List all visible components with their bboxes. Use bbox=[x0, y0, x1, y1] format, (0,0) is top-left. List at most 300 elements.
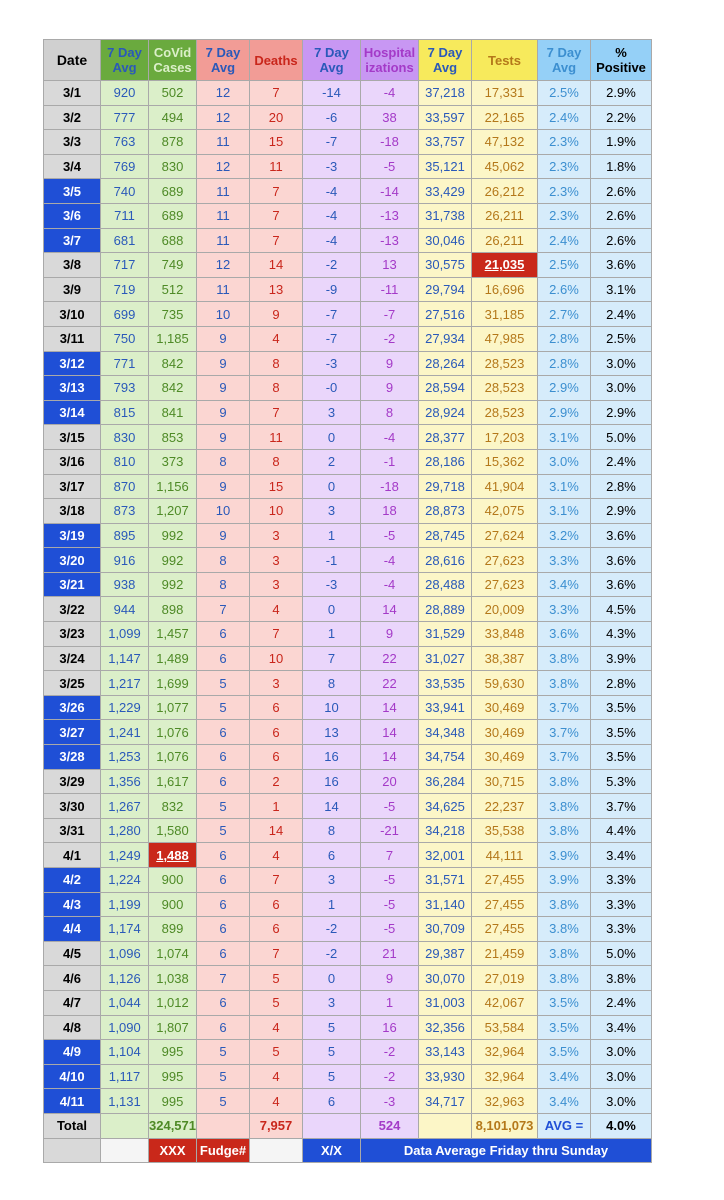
cell-cases-7day-avg: 717 bbox=[101, 253, 149, 278]
cell-date: 3/22 bbox=[44, 597, 101, 622]
cell-cases-7day-avg: 1,267 bbox=[101, 794, 149, 819]
cell-hospitalizations: 18 bbox=[361, 499, 419, 524]
cell-covid-cases: 1,038 bbox=[149, 966, 197, 991]
cell-covid-cases: 830 bbox=[149, 154, 197, 179]
cell-hospitalizations: 22 bbox=[361, 671, 419, 696]
cell-tests-7day-avg: 29,794 bbox=[419, 277, 472, 302]
cell-date: 3/21 bbox=[44, 572, 101, 597]
cell-deaths: 5 bbox=[250, 990, 303, 1015]
cell-tests-7day-avg: 32,001 bbox=[419, 843, 472, 868]
cell-covid-cases: 1,076 bbox=[149, 720, 197, 745]
cell-deaths: 15 bbox=[250, 474, 303, 499]
total-label: Total bbox=[44, 1113, 101, 1138]
covid-data-table bbox=[43, 39, 652, 1163]
cell-deaths-7day-avg: 10 bbox=[197, 302, 250, 327]
cell-tests: 47,985 bbox=[472, 326, 538, 351]
cell-positive-7day-avg: 3.9% bbox=[538, 843, 591, 868]
cell-positive-7day-avg: 3.8% bbox=[538, 646, 591, 671]
cell-tests-7day-avg: 32,356 bbox=[419, 1015, 472, 1040]
cell-tests-7day-avg: 28,594 bbox=[419, 376, 472, 401]
cell-cases-7day-avg: 681 bbox=[101, 228, 149, 253]
table-row bbox=[44, 203, 652, 228]
cell-tests-7day-avg: 36,284 bbox=[419, 769, 472, 794]
cell-deaths: 3 bbox=[250, 523, 303, 548]
cell-deaths-7day-avg: 8 bbox=[197, 449, 250, 474]
table-row bbox=[44, 843, 652, 868]
cell-tests: 20,009 bbox=[472, 597, 538, 622]
cell-hospitalizations: -13 bbox=[361, 203, 419, 228]
cell-cases-7day-avg: 1,104 bbox=[101, 1040, 149, 1065]
cell-covid-cases: 749 bbox=[149, 253, 197, 278]
cell-hospitalizations: -5 bbox=[361, 154, 419, 179]
cell-deaths: 8 bbox=[250, 351, 303, 376]
cell-deaths-7day-avg: 5 bbox=[197, 794, 250, 819]
cell-hospitalizations: -21 bbox=[361, 818, 419, 843]
cell-deaths: 3 bbox=[250, 548, 303, 573]
cell-hospitalizations: -7 bbox=[361, 302, 419, 327]
cell-hospitalizations: 1 bbox=[361, 990, 419, 1015]
total-hospitalizations: 524 bbox=[361, 1113, 419, 1138]
cell-positive-7day-avg: 3.4% bbox=[538, 1089, 591, 1114]
cell-date: 3/23 bbox=[44, 622, 101, 647]
cell-tests-7day-avg: 31,027 bbox=[419, 646, 472, 671]
cell-deaths: 4 bbox=[250, 326, 303, 351]
cell-covid-cases: 1,699 bbox=[149, 671, 197, 696]
cell-tests: 31,185 bbox=[472, 302, 538, 327]
cell-pct-positive: 2.4% bbox=[591, 302, 652, 327]
total-blank bbox=[419, 1113, 472, 1138]
cell-covid-cases: 689 bbox=[149, 179, 197, 204]
cell-positive-7day-avg: 2.3% bbox=[538, 203, 591, 228]
cell-deaths: 7 bbox=[250, 400, 303, 425]
cell-hosp-7day-avg: 3 bbox=[303, 400, 361, 425]
cell-pct-positive: 5.0% bbox=[591, 425, 652, 450]
header-covid-cases-line2: Cases bbox=[153, 60, 192, 75]
cell-tests-7day-avg: 28,186 bbox=[419, 449, 472, 474]
cell-cases-7day-avg: 793 bbox=[101, 376, 149, 401]
cell-cases-7day-avg: 1,249 bbox=[101, 843, 149, 868]
cell-hosp-7day-avg: -2 bbox=[303, 941, 361, 966]
cell-positive-7day-avg: 3.7% bbox=[538, 695, 591, 720]
cell-deaths-7day-avg: 11 bbox=[197, 277, 250, 302]
cell-cases-7day-avg: 740 bbox=[101, 179, 149, 204]
cell-date: 3/3 bbox=[44, 130, 101, 155]
cell-hosp-7day-avg: 13 bbox=[303, 720, 361, 745]
cell-covid-cases: 900 bbox=[149, 892, 197, 917]
cell-hospitalizations: 20 bbox=[361, 769, 419, 794]
cell-tests: 22,165 bbox=[472, 105, 538, 130]
cell-covid-cases: 842 bbox=[149, 376, 197, 401]
header-deaths-7day-avg bbox=[197, 40, 250, 81]
cell-cases-7day-avg: 699 bbox=[101, 302, 149, 327]
cell-covid-cases: 1,488 bbox=[149, 843, 197, 868]
cell-deaths: 7 bbox=[250, 228, 303, 253]
cell-hospitalizations: -4 bbox=[361, 425, 419, 450]
cell-pct-positive: 3.0% bbox=[591, 351, 652, 376]
cell-cases-7day-avg: 763 bbox=[101, 130, 149, 155]
table-row bbox=[44, 326, 652, 351]
cell-date: 3/5 bbox=[44, 179, 101, 204]
cell-tests: 32,964 bbox=[472, 1064, 538, 1089]
cell-positive-7day-avg: 2.9% bbox=[538, 400, 591, 425]
cell-tests: 26,212 bbox=[472, 179, 538, 204]
cell-covid-cases: 992 bbox=[149, 523, 197, 548]
cell-date: 3/31 bbox=[44, 818, 101, 843]
cell-tests-7day-avg: 28,889 bbox=[419, 597, 472, 622]
legend-row bbox=[44, 1138, 652, 1163]
cell-covid-cases: 995 bbox=[149, 1040, 197, 1065]
cell-deaths-7day-avg: 12 bbox=[197, 81, 250, 106]
cell-hospitalizations: 38 bbox=[361, 105, 419, 130]
cell-hosp-7day-avg: -14 bbox=[303, 81, 361, 106]
cell-deaths-7day-avg: 6 bbox=[197, 892, 250, 917]
cell-hosp-7day-avg: -0 bbox=[303, 376, 361, 401]
cell-pct-positive: 3.0% bbox=[591, 376, 652, 401]
cell-tests-7day-avg: 31,529 bbox=[419, 622, 472, 647]
cell-positive-7day-avg: 2.8% bbox=[538, 351, 591, 376]
cell-hosp-7day-avg: -7 bbox=[303, 302, 361, 327]
cell-tests-7day-avg: 33,757 bbox=[419, 130, 472, 155]
cell-tests: 38,387 bbox=[472, 646, 538, 671]
cell-hospitalizations: -3 bbox=[361, 1089, 419, 1114]
cell-pct-positive: 3.3% bbox=[591, 868, 652, 893]
table-row bbox=[44, 572, 652, 597]
cell-covid-cases: 373 bbox=[149, 449, 197, 474]
cell-deaths-7day-avg: 12 bbox=[197, 154, 250, 179]
cell-covid-cases: 1,012 bbox=[149, 990, 197, 1015]
table-row bbox=[44, 818, 652, 843]
cell-tests-7day-avg: 28,745 bbox=[419, 523, 472, 548]
cell-date: 3/24 bbox=[44, 646, 101, 671]
cell-tests-7day-avg: 37,218 bbox=[419, 81, 472, 106]
cell-pct-positive: 2.8% bbox=[591, 671, 652, 696]
cell-covid-cases: 1,207 bbox=[149, 499, 197, 524]
cell-covid-cases: 842 bbox=[149, 351, 197, 376]
cell-pct-positive: 2.5% bbox=[591, 326, 652, 351]
cell-covid-cases: 512 bbox=[149, 277, 197, 302]
cell-date: 3/28 bbox=[44, 745, 101, 770]
cell-deaths: 8 bbox=[250, 376, 303, 401]
cell-pct-positive: 3.9% bbox=[591, 646, 652, 671]
cell-positive-7day-avg: 3.8% bbox=[538, 769, 591, 794]
table-row bbox=[44, 646, 652, 671]
cell-pct-positive: 3.0% bbox=[591, 1040, 652, 1065]
cell-positive-7day-avg: 3.8% bbox=[538, 941, 591, 966]
cell-date: 4/7 bbox=[44, 990, 101, 1015]
cell-deaths-7day-avg: 6 bbox=[197, 941, 250, 966]
cell-date: 4/2 bbox=[44, 868, 101, 893]
table-row bbox=[44, 695, 652, 720]
cell-positive-7day-avg: 2.7% bbox=[538, 302, 591, 327]
cell-date: 4/8 bbox=[44, 1015, 101, 1040]
total-blank bbox=[197, 1113, 250, 1138]
cell-tests-7day-avg: 28,377 bbox=[419, 425, 472, 450]
cell-hosp-7day-avg: -7 bbox=[303, 326, 361, 351]
cell-cases-7day-avg: 1,241 bbox=[101, 720, 149, 745]
cell-tests: 26,211 bbox=[472, 203, 538, 228]
cell-date: 4/1 bbox=[44, 843, 101, 868]
legend-blank bbox=[101, 1138, 149, 1163]
cell-tests-7day-avg: 28,264 bbox=[419, 351, 472, 376]
cell-covid-cases: 992 bbox=[149, 572, 197, 597]
cell-tests: 17,203 bbox=[472, 425, 538, 450]
cell-tests: 22,237 bbox=[472, 794, 538, 819]
cell-positive-7day-avg: 3.3% bbox=[538, 548, 591, 573]
cell-deaths-7day-avg: 8 bbox=[197, 572, 250, 597]
cell-cases-7day-avg: 944 bbox=[101, 597, 149, 622]
cell-positive-7day-avg: 3.7% bbox=[538, 720, 591, 745]
cell-tests: 30,469 bbox=[472, 695, 538, 720]
cell-hosp-7day-avg: 1 bbox=[303, 892, 361, 917]
cell-positive-7day-avg: 2.3% bbox=[538, 179, 591, 204]
cell-covid-cases: 502 bbox=[149, 81, 197, 106]
table-row bbox=[44, 892, 652, 917]
cell-positive-7day-avg: 2.8% bbox=[538, 326, 591, 351]
cell-covid-cases: 1,156 bbox=[149, 474, 197, 499]
cell-hospitalizations: -4 bbox=[361, 81, 419, 106]
cell-date: 3/4 bbox=[44, 154, 101, 179]
header-tests bbox=[472, 40, 538, 81]
cell-tests: 42,075 bbox=[472, 499, 538, 524]
cell-tests: 17,331 bbox=[472, 81, 538, 106]
cell-pct-positive: 4.3% bbox=[591, 622, 652, 647]
cell-tests-7day-avg: 35,121 bbox=[419, 154, 472, 179]
cell-deaths-7day-avg: 6 bbox=[197, 1015, 250, 1040]
total-pct-positive: 4.0% bbox=[591, 1113, 652, 1138]
cell-date: 3/25 bbox=[44, 671, 101, 696]
cell-covid-cases: 1,076 bbox=[149, 745, 197, 770]
cell-tests-7day-avg: 30,709 bbox=[419, 917, 472, 942]
cell-covid-cases: 995 bbox=[149, 1089, 197, 1114]
cell-covid-cases: 992 bbox=[149, 548, 197, 573]
cell-deaths: 3 bbox=[250, 572, 303, 597]
cell-deaths: 2 bbox=[250, 769, 303, 794]
cell-cases-7day-avg: 870 bbox=[101, 474, 149, 499]
cell-hospitalizations: -18 bbox=[361, 474, 419, 499]
cell-deaths-7day-avg: 6 bbox=[197, 769, 250, 794]
cell-cases-7day-avg: 830 bbox=[101, 425, 149, 450]
cell-positive-7day-avg: 2.3% bbox=[538, 130, 591, 155]
cell-tests: 28,523 bbox=[472, 400, 538, 425]
cell-hosp-7day-avg: -4 bbox=[303, 203, 361, 228]
cell-cases-7day-avg: 1,126 bbox=[101, 966, 149, 991]
cell-positive-7day-avg: 3.8% bbox=[538, 892, 591, 917]
cell-pct-positive: 2.4% bbox=[591, 990, 652, 1015]
cell-date: 3/2 bbox=[44, 105, 101, 130]
cell-deaths-7day-avg: 5 bbox=[197, 695, 250, 720]
cell-pct-positive: 2.2% bbox=[591, 105, 652, 130]
cell-cases-7day-avg: 777 bbox=[101, 105, 149, 130]
cell-cases-7day-avg: 938 bbox=[101, 572, 149, 597]
cell-deaths-7day-avg: 6 bbox=[197, 917, 250, 942]
cell-positive-7day-avg: 3.7% bbox=[538, 745, 591, 770]
cell-positive-7day-avg: 3.1% bbox=[538, 499, 591, 524]
cell-hospitalizations: -5 bbox=[361, 868, 419, 893]
cell-pct-positive: 3.6% bbox=[591, 523, 652, 548]
cell-tests: 27,623 bbox=[472, 548, 538, 573]
totals-row bbox=[44, 1113, 652, 1138]
total-blank bbox=[303, 1113, 361, 1138]
cell-hospitalizations: -4 bbox=[361, 548, 419, 573]
cell-deaths: 14 bbox=[250, 253, 303, 278]
cell-date: 3/14 bbox=[44, 400, 101, 425]
cell-hosp-7day-avg: 6 bbox=[303, 1089, 361, 1114]
cell-tests-7day-avg: 33,930 bbox=[419, 1064, 472, 1089]
cell-date: 4/10 bbox=[44, 1064, 101, 1089]
cell-cases-7day-avg: 719 bbox=[101, 277, 149, 302]
cell-tests-7day-avg: 30,575 bbox=[419, 253, 472, 278]
table-row bbox=[44, 990, 652, 1015]
header-deaths-7day-avg-line1: 7 Day bbox=[205, 45, 241, 60]
cell-date: 3/18 bbox=[44, 499, 101, 524]
cell-tests-7day-avg: 34,218 bbox=[419, 818, 472, 843]
cell-cases-7day-avg: 769 bbox=[101, 154, 149, 179]
cell-hosp-7day-avg: 14 bbox=[303, 794, 361, 819]
cell-tests: 27,455 bbox=[472, 868, 538, 893]
cell-pct-positive: 3.0% bbox=[591, 1064, 652, 1089]
cell-date: 4/11 bbox=[44, 1089, 101, 1114]
cell-cases-7day-avg: 1,044 bbox=[101, 990, 149, 1015]
header-tests-7day-avg bbox=[419, 40, 472, 81]
table-row bbox=[44, 868, 652, 893]
cell-hospitalizations: 14 bbox=[361, 745, 419, 770]
table-row bbox=[44, 1064, 652, 1089]
cell-hospitalizations: 21 bbox=[361, 941, 419, 966]
cell-deaths: 6 bbox=[250, 720, 303, 745]
cell-tests: 30,715 bbox=[472, 769, 538, 794]
cell-positive-7day-avg: 3.6% bbox=[538, 622, 591, 647]
cell-hosp-7day-avg: 0 bbox=[303, 597, 361, 622]
cell-deaths-7day-avg: 9 bbox=[197, 523, 250, 548]
header-positive-7day-avg-line1: 7 Day bbox=[546, 45, 582, 60]
table-row bbox=[44, 376, 652, 401]
cell-pct-positive: 3.6% bbox=[591, 548, 652, 573]
cell-deaths-7day-avg: 6 bbox=[197, 646, 250, 671]
cell-hosp-7day-avg: -3 bbox=[303, 154, 361, 179]
header-hospitalizations bbox=[361, 40, 419, 81]
cell-tests: 26,211 bbox=[472, 228, 538, 253]
header-covid-cases-line1: CoVid bbox=[153, 45, 192, 60]
cell-date: 3/26 bbox=[44, 695, 101, 720]
cell-tests: 27,455 bbox=[472, 892, 538, 917]
cell-covid-cases: 841 bbox=[149, 400, 197, 425]
cell-deaths: 6 bbox=[250, 745, 303, 770]
cell-covid-cases: 688 bbox=[149, 228, 197, 253]
header-cases-7day-avg-line1: 7 Day bbox=[107, 45, 142, 60]
cell-hosp-7day-avg: 3 bbox=[303, 868, 361, 893]
cell-deaths-7day-avg: 12 bbox=[197, 253, 250, 278]
table-row bbox=[44, 228, 652, 253]
cell-deaths-7day-avg: 6 bbox=[197, 868, 250, 893]
table-row bbox=[44, 277, 652, 302]
cell-covid-cases: 735 bbox=[149, 302, 197, 327]
cell-hospitalizations: 9 bbox=[361, 351, 419, 376]
cell-date: 3/7 bbox=[44, 228, 101, 253]
cell-tests: 21,459 bbox=[472, 941, 538, 966]
table-row bbox=[44, 253, 652, 278]
cell-covid-cases: 689 bbox=[149, 203, 197, 228]
cell-covid-cases: 995 bbox=[149, 1064, 197, 1089]
header-hosp-7day-avg bbox=[303, 40, 361, 81]
cell-tests: 41,904 bbox=[472, 474, 538, 499]
cell-hosp-7day-avg: -1 bbox=[303, 548, 361, 573]
cell-date: 3/15 bbox=[44, 425, 101, 450]
cell-tests: 33,848 bbox=[472, 622, 538, 647]
table-row bbox=[44, 105, 652, 130]
cell-tests-7day-avg: 34,717 bbox=[419, 1089, 472, 1114]
cell-date: 4/3 bbox=[44, 892, 101, 917]
cell-hosp-7day-avg: 1 bbox=[303, 622, 361, 647]
table-row bbox=[44, 302, 652, 327]
cell-positive-7day-avg: 3.9% bbox=[538, 868, 591, 893]
cell-hosp-7day-avg: 3 bbox=[303, 499, 361, 524]
cell-tests-7day-avg: 30,070 bbox=[419, 966, 472, 991]
table-row bbox=[44, 1015, 652, 1040]
cell-deaths: 7 bbox=[250, 179, 303, 204]
cell-cases-7day-avg: 1,356 bbox=[101, 769, 149, 794]
cell-pct-positive: 2.4% bbox=[591, 449, 652, 474]
cell-tests-7day-avg: 31,003 bbox=[419, 990, 472, 1015]
cell-deaths-7day-avg: 7 bbox=[197, 597, 250, 622]
cell-positive-7day-avg: 2.9% bbox=[538, 376, 591, 401]
cell-hosp-7day-avg: -3 bbox=[303, 572, 361, 597]
cell-hosp-7day-avg: 10 bbox=[303, 695, 361, 720]
cell-tests: 32,964 bbox=[472, 1040, 538, 1065]
cell-pct-positive: 3.5% bbox=[591, 720, 652, 745]
cell-tests-7day-avg: 33,429 bbox=[419, 179, 472, 204]
cell-tests-7day-avg: 28,616 bbox=[419, 548, 472, 573]
table-row bbox=[44, 425, 652, 450]
table-row bbox=[44, 917, 652, 942]
cell-hosp-7day-avg: 0 bbox=[303, 966, 361, 991]
cell-covid-cases: 1,457 bbox=[149, 622, 197, 647]
cell-tests-7day-avg: 31,140 bbox=[419, 892, 472, 917]
cell-covid-cases: 1,807 bbox=[149, 1015, 197, 1040]
cell-covid-cases: 1,617 bbox=[149, 769, 197, 794]
cell-cases-7day-avg: 815 bbox=[101, 400, 149, 425]
cell-deaths: 14 bbox=[250, 818, 303, 843]
cell-deaths: 10 bbox=[250, 499, 303, 524]
cell-deaths: 15 bbox=[250, 130, 303, 155]
cell-deaths: 6 bbox=[250, 892, 303, 917]
header-pct-positive-line2: Positive bbox=[596, 60, 646, 75]
table-row bbox=[44, 794, 652, 819]
cell-hospitalizations: -4 bbox=[361, 572, 419, 597]
cell-cases-7day-avg: 1,199 bbox=[101, 892, 149, 917]
cell-deaths-7day-avg: 5 bbox=[197, 818, 250, 843]
cell-hosp-7day-avg: -6 bbox=[303, 105, 361, 130]
cell-tests: 15,362 bbox=[472, 449, 538, 474]
cell-hospitalizations: 14 bbox=[361, 720, 419, 745]
cell-deaths-7day-avg: 9 bbox=[197, 376, 250, 401]
cell-tests-7day-avg: 33,941 bbox=[419, 695, 472, 720]
cell-tests-7day-avg: 29,387 bbox=[419, 941, 472, 966]
cell-hospitalizations: 16 bbox=[361, 1015, 419, 1040]
cell-pct-positive: 3.7% bbox=[591, 794, 652, 819]
cell-deaths-7day-avg: 6 bbox=[197, 720, 250, 745]
cell-deaths-7day-avg: 11 bbox=[197, 228, 250, 253]
cell-positive-7day-avg: 3.8% bbox=[538, 917, 591, 942]
cell-deaths-7day-avg: 5 bbox=[197, 1040, 250, 1065]
cell-hospitalizations: -5 bbox=[361, 794, 419, 819]
cell-hosp-7day-avg: -2 bbox=[303, 253, 361, 278]
cell-hospitalizations: 9 bbox=[361, 622, 419, 647]
header-date bbox=[44, 40, 101, 81]
cell-deaths-7day-avg: 8 bbox=[197, 548, 250, 573]
cell-pct-positive: 3.4% bbox=[591, 1015, 652, 1040]
cell-deaths-7day-avg: 7 bbox=[197, 966, 250, 991]
cell-covid-cases: 878 bbox=[149, 130, 197, 155]
